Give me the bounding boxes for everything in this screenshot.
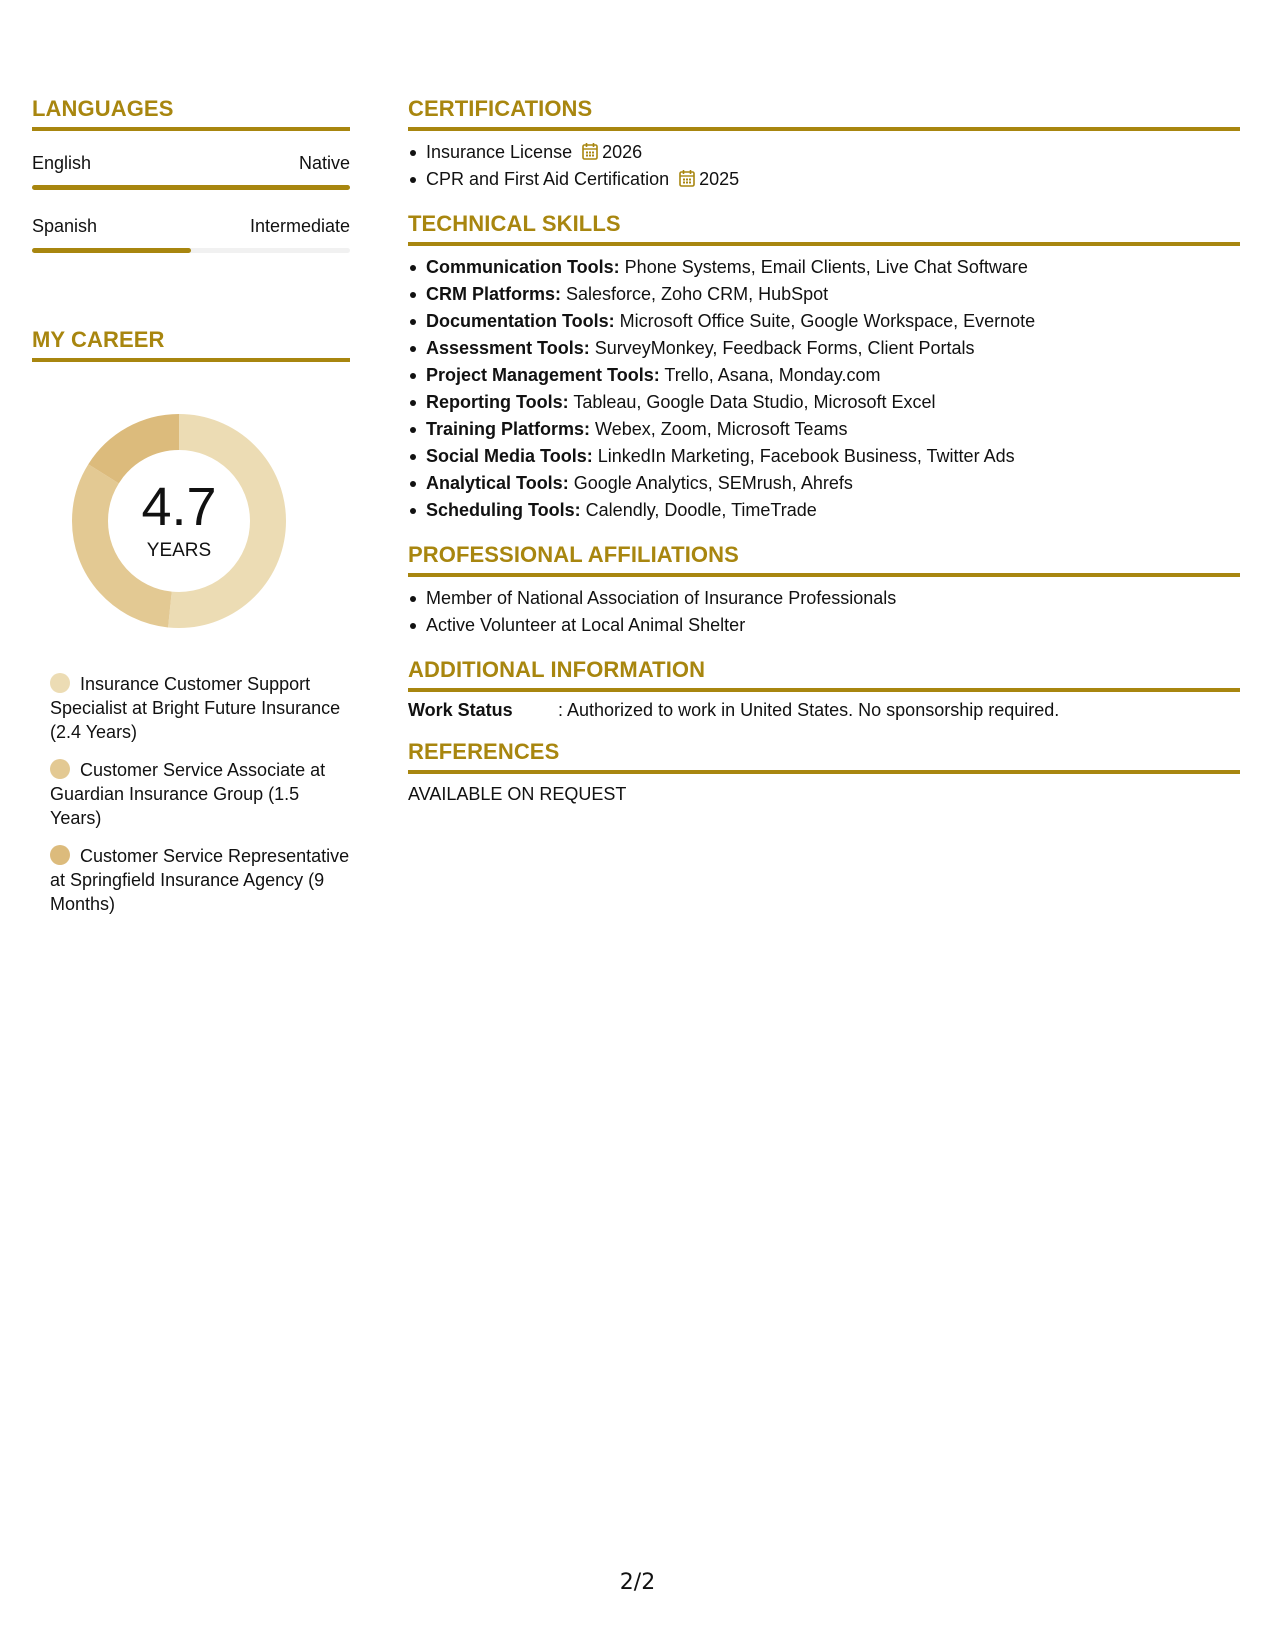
skill-item (408, 308, 1240, 335)
work-status-label: Work Status (408, 700, 513, 720)
skill-item (408, 497, 1240, 524)
career-total-unit: YEARS (146, 540, 212, 561)
certification-year: 2025 (699, 169, 740, 189)
technical-skills-title: TECHNICAL SKILLS (408, 211, 1240, 246)
skill-item (408, 281, 1240, 308)
skill-item (408, 362, 1240, 389)
skill-label: Scheduling Tools: (426, 500, 581, 520)
career-legend (32, 672, 350, 916)
page-number: 2/2 (619, 1570, 656, 1595)
career-title: MY CAREER (32, 327, 350, 362)
skill-item (408, 470, 1240, 497)
career-section (32, 327, 350, 916)
skill-label: Communication Tools: (426, 257, 620, 277)
languages-section (32, 96, 350, 253)
technical-skills-list (408, 254, 1240, 524)
certification-year: 2026 (602, 142, 643, 162)
career-legend-item (50, 672, 350, 744)
language-level: Intermediate (249, 216, 350, 236)
career-legend-label: Customer Service Representative at Springfield Insurance Agency (9 Months) (50, 846, 350, 914)
certification-name: CPR and First Aid Certification (426, 169, 670, 189)
career-donut-chart (64, 406, 294, 636)
affiliations-list (408, 585, 1240, 639)
skill-value: Google Analytics, SEMrush, Ahrefs (568, 473, 853, 493)
additional-info-title: ADDITIONAL INFORMATION (408, 657, 1240, 692)
legend-dot-icon (50, 673, 70, 693)
skill-label: Analytical Tools: (426, 473, 569, 493)
left-column (32, 96, 350, 930)
language-name: English (32, 153, 92, 173)
right-column (408, 96, 1240, 805)
references-title: REFERENCES (408, 739, 1240, 774)
skill-value: Trello, Asana, Monday.com (659, 365, 881, 385)
calendar-icon (582, 142, 598, 160)
skill-label: Social Media Tools: (426, 446, 593, 466)
career-legend-item (50, 844, 350, 916)
skill-label: Assessment Tools: (426, 338, 590, 358)
language-proficiency-fill (32, 185, 350, 190)
skill-value: Microsoft Office Suite, Google Workspace, Evernote (614, 311, 1036, 331)
language-item (32, 153, 350, 190)
affiliation-item: Active Volunteer at Local Animal Shelter (408, 612, 1240, 639)
skill-label: Project Management Tools: (426, 365, 660, 385)
languages-title: LANGUAGES (32, 96, 350, 131)
language-proficiency-bar (32, 185, 350, 190)
affiliations-title: PROFESSIONAL AFFILIATIONS (408, 542, 1240, 577)
certifications-list (408, 139, 1240, 193)
certifications-section (408, 96, 1240, 193)
career-legend-label: Insurance Customer Support Specialist at Bright Future Insurance (2.4 Years) (50, 674, 341, 742)
legend-dot-icon (50, 845, 70, 865)
affiliation-item: Member of National Association of Insurance Professionals (408, 585, 1240, 612)
references-section (408, 739, 1240, 805)
skill-value: Phone Systems, Email Clients, Live Chat Software (619, 257, 1028, 277)
certification-item (408, 166, 1240, 193)
skill-value: LinkedIn Marketing, Facebook Business, Twitter Ads (592, 446, 1015, 466)
affiliations-section (408, 542, 1240, 639)
skill-value: Calendly, Doodle, TimeTrade (580, 500, 817, 520)
skill-item (408, 335, 1240, 362)
career-legend-item (50, 758, 350, 830)
legend-dot-icon (50, 759, 70, 779)
work-status-row (408, 700, 1240, 721)
certification-item (408, 139, 1240, 166)
additional-info-section (408, 657, 1240, 721)
skill-label: CRM Platforms: (426, 284, 562, 304)
skill-item (408, 416, 1240, 443)
skill-label: Documentation Tools: (426, 311, 615, 331)
technical-skills-section (408, 211, 1240, 524)
language-level: Native (298, 153, 350, 173)
career-legend-label: Customer Service Associate at Guardian Insurance Group (1.5 Years) (50, 760, 326, 828)
work-status-value: : Authorized to work in United States. No sponsorship required. (558, 700, 1060, 720)
language-item (32, 216, 350, 253)
skill-value: SurveyMonkey, Feedback Forms, Client Portals (589, 338, 975, 358)
skill-item (408, 254, 1240, 281)
references-text: AVAILABLE ON REQUEST (408, 784, 627, 804)
skill-item (408, 443, 1240, 470)
skill-label: Training Platforms: (426, 419, 591, 439)
career-total-value: 4.7 (141, 477, 217, 537)
skill-value: Tableau, Google Data Studio, Microsoft Excel (568, 392, 936, 412)
language-proficiency-bar (32, 248, 350, 253)
language-proficiency-fill (32, 248, 191, 253)
language-name: Spanish (32, 216, 98, 236)
skill-label: Reporting Tools: (426, 392, 569, 412)
certifications-title: CERTIFICATIONS (408, 96, 1240, 131)
calendar-icon (679, 169, 695, 187)
skill-value: Salesforce, Zoho CRM, HubSpot (561, 284, 829, 304)
certification-name: Insurance License (426, 142, 573, 162)
skill-item (408, 389, 1240, 416)
skill-value: Webex, Zoom, Microsoft Teams (590, 419, 848, 439)
